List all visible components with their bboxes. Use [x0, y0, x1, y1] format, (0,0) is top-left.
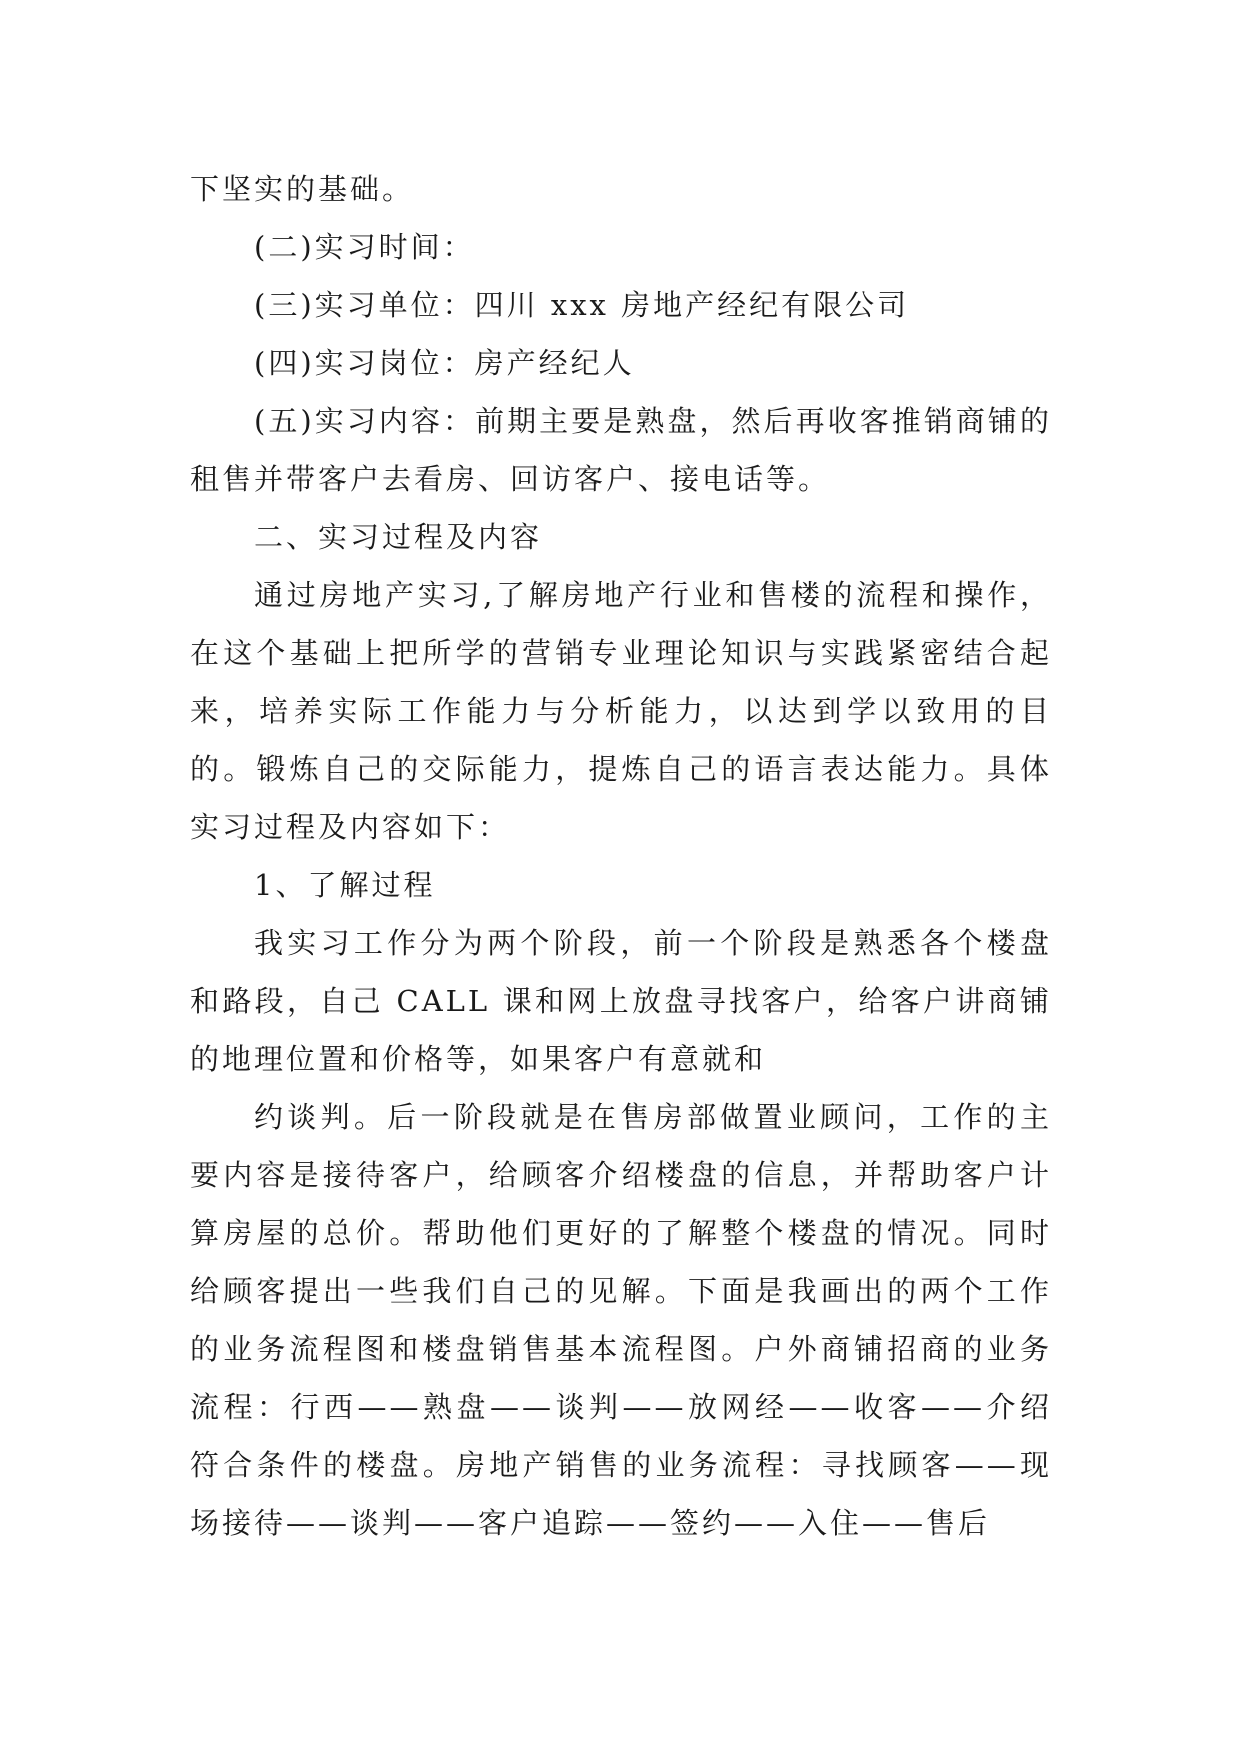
paragraph-two-stages: 我实习工作分为两个阶段，前一个阶段是熟悉各个楼盘和路段，自己 CALL 课和网上放盘寻找客户，给客户讲商铺的地理位置和价格等，如果客户有意就和: [190, 926, 1052, 1076]
paragraph-internship-time: (二)实习时间：: [254, 230, 475, 264]
paragraph-second-stage: 约谈判。后一阶段就是在售房部做置业顾问，工作的主要内容是接待客户，给顾客介绍楼盘的信息，并帮助客户计算房屋的总价。帮助他们更好的了解整个楼盘的情况。同时给顾客提出一些我们自己的见解。下面是我画出的两个工作的业务流程图和楼盘销售基本流程图。户外商铺招商的业务流程：行西——熟盘——谈判——放网经——收客——介绍符合条件的楼盘。房地产销售的业务流程：寻找顾客——现场接待——谈判——客户追踪——签约——入住——售后: [190, 1100, 1052, 1540]
paragraph-process-intro: 通过房地产实习,了解房地产行业和售楼的流程和操作，在这个基础上把所学的营销专业理论知识与实践紧密结合起来，培养实际工作能力与分析能力，以达到学以致用的目的。锻炼自己的交际能力，提炼自己的语言表达能力。具体实习过程及内容如下：: [190, 578, 1052, 844]
paragraph-1: 下坚实的基础。: [190, 172, 415, 206]
subheading-understanding: 1、了解过程: [254, 868, 436, 902]
paragraph-internship-position: (四)实习岗位：房产经纪人: [254, 346, 635, 380]
paragraph-internship-content: (五)实习内容：前期主要是熟盘，然后再收客推销商铺的租售并带客户去看房、回访客户、接电话等。: [190, 404, 1052, 496]
document-body: [190, 160, 1052, 1552]
section-heading-process: 二、实习过程及内容: [254, 520, 543, 554]
paragraph-internship-unit: (三)实习单位：四川 xxx 房地产经纪有限公司: [254, 288, 910, 322]
